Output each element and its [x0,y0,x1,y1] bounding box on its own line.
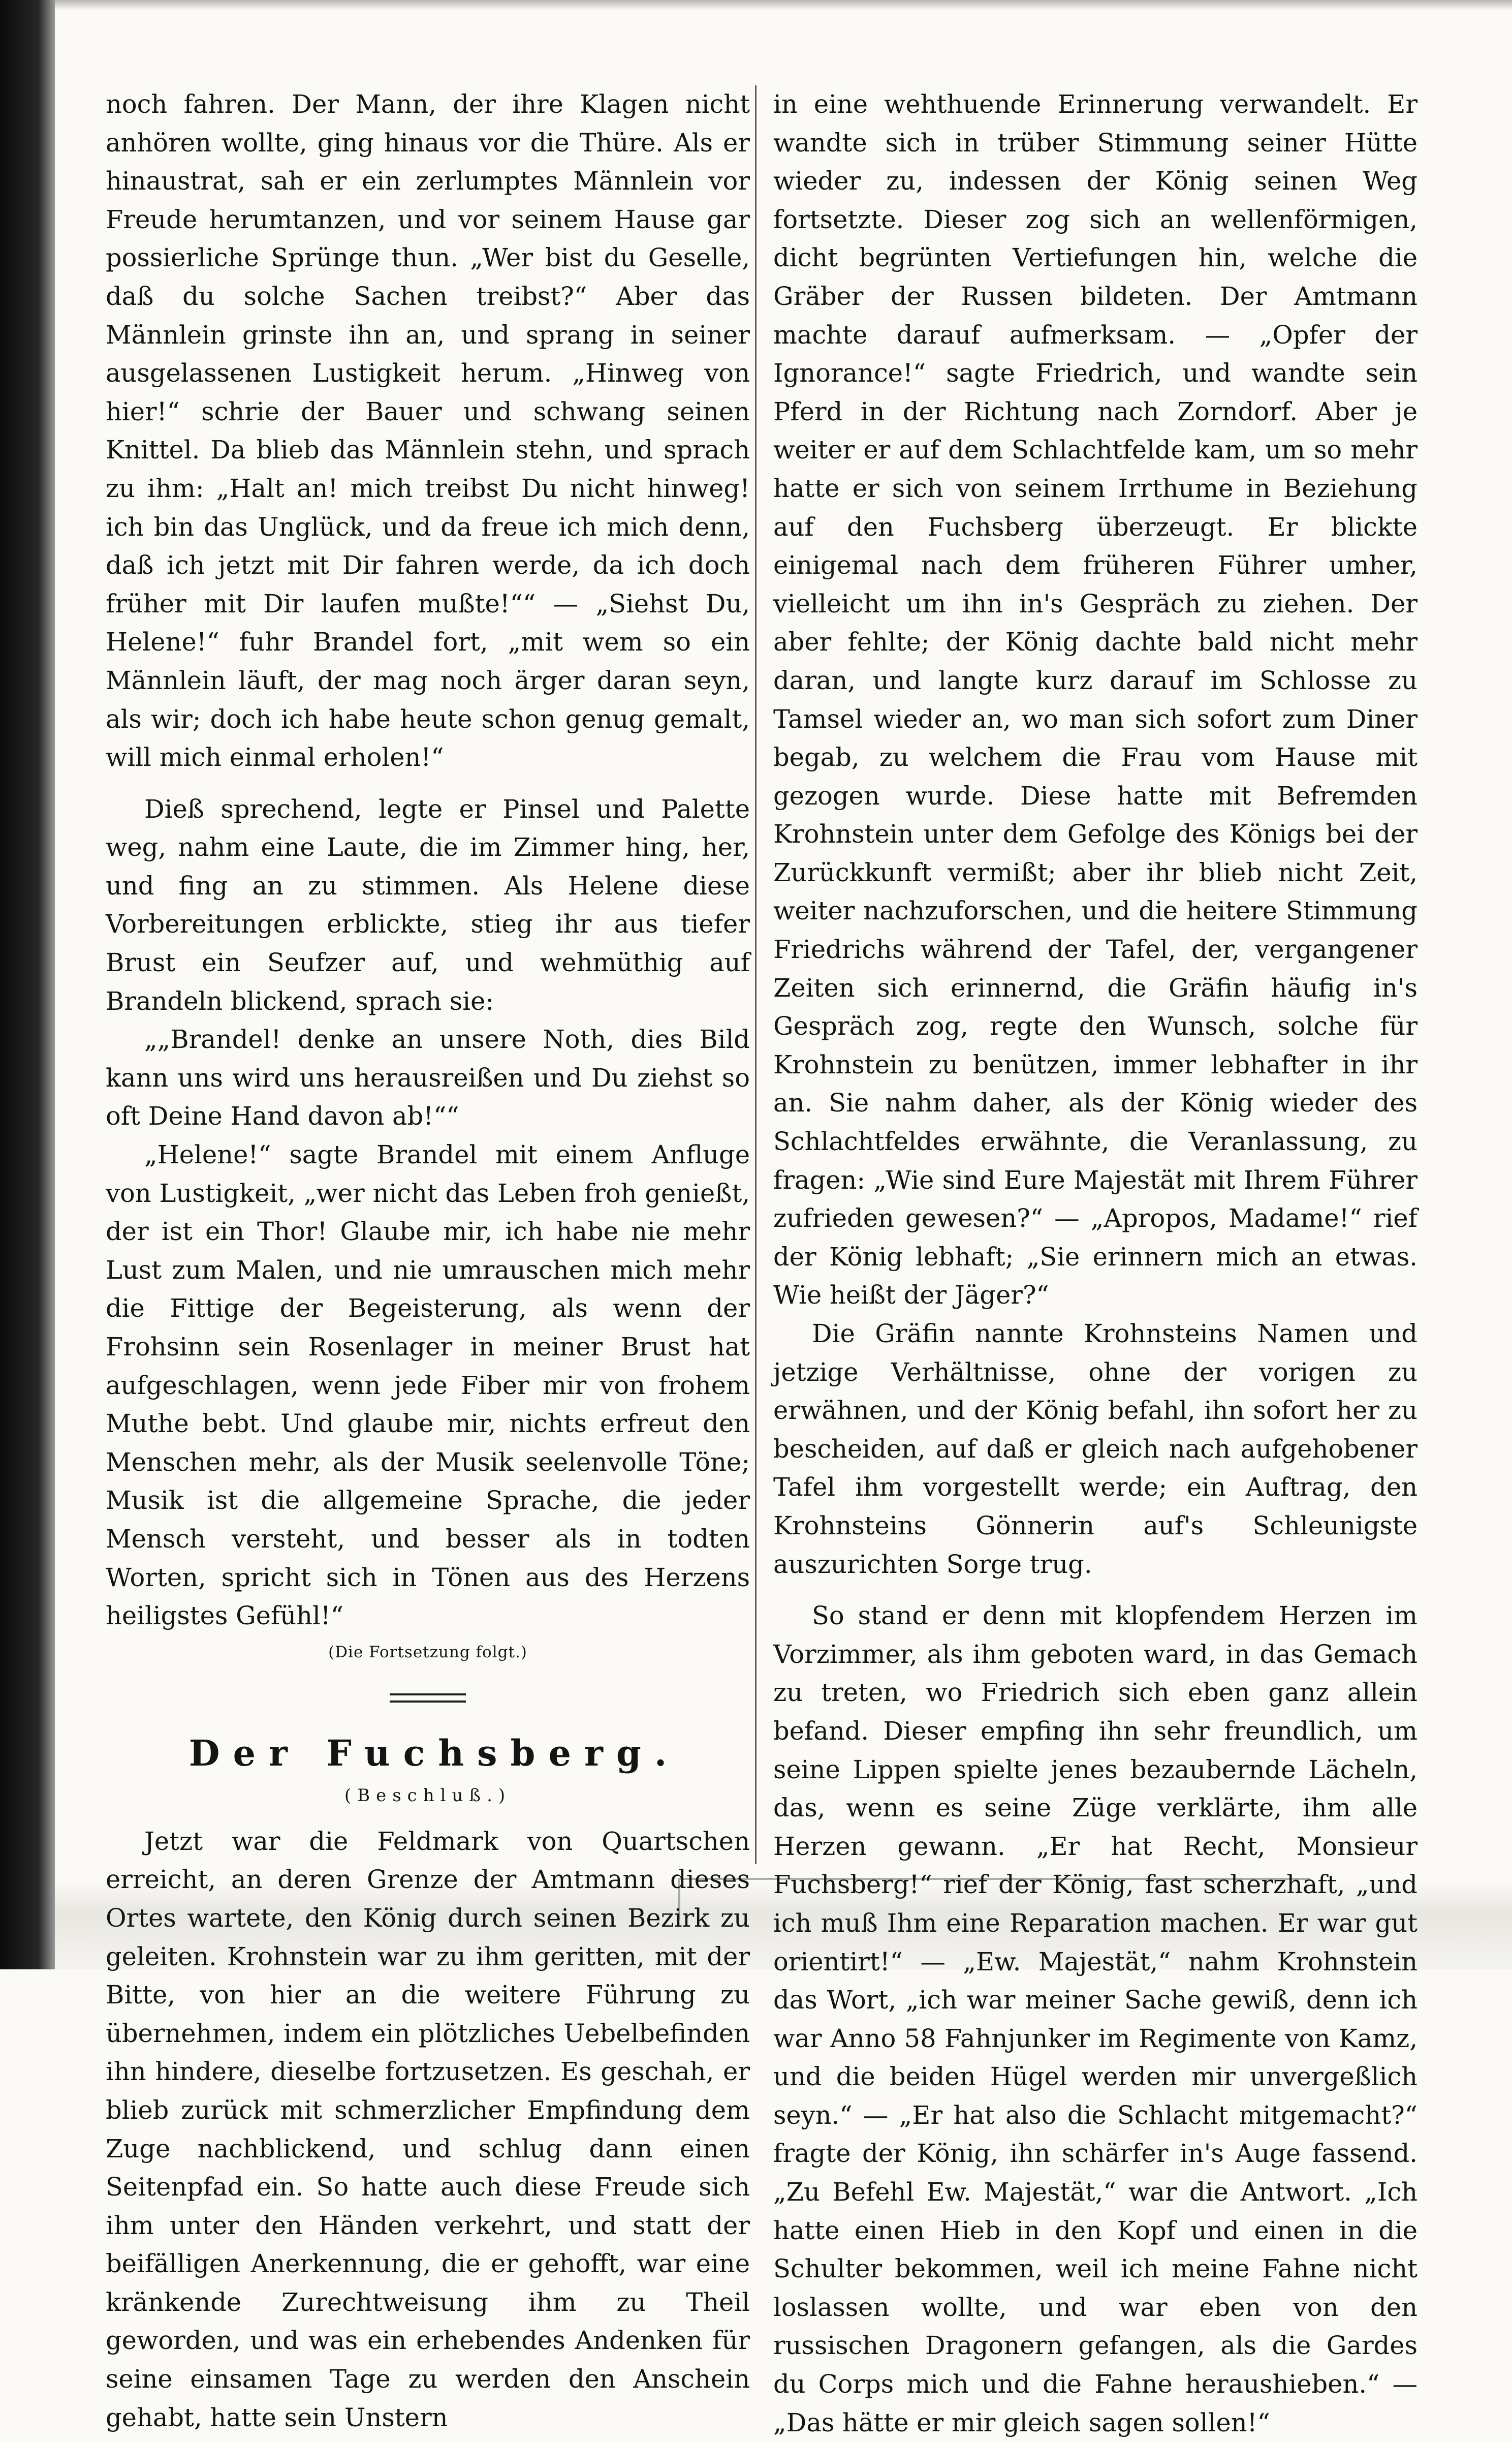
story-paragraph-1: noch fahren. Der Mann, der ihre Klagen nicht anhören wollte, ging hinaus vor die Thüre. Als er hinaustrat, sah er ein zerlumptes Männlein vor Freude herumtanzen, und vor seinem Hause gar possierliche Sprünge thun. „Wer bist du Geselle, daß du solche Sachen treibst?“ Aber das Männlein grinste ihn an, und sprang in seiner ausgelassenen Lustigkeit herum. „Hinweg von hier!“ schrie der Bauer und schwang seinen Knittel. Da blieb das Männlein stehn, und sprach zu ihm: „Halt an! mich treibst Du nicht hinweg! ich bin das Unglück, und da freue ich mich denn, daß ich jetzt mit Dir fahren werde, da ich doch früher mit Dir laufen mußte!““ — „Siehst Du, Helene!“ fuhr Brandel fort, „mit wem so ein Männlein läuft, der mag noch ärger daran seyn, als wir; doch ich habe heute schon genug gemalt, will mich einmal erholen!“ [106,89,750,772]
column-rule [755,85,757,1864]
left-column [106,85,750,2432]
paragraph-gap [773,1584,1418,1597]
right-column [773,85,1418,2437]
article-title: Der Fuchsberg. [188,1732,680,1774]
article-subtitle: (Beschluß.) [344,1785,512,1806]
continuation-note: (Die Fortsetzung folgt.) [328,1643,527,1661]
article-paragraph-3: Die Gräfin nannte Krohnsteins Namen und jetzige Verhältnisse, ohne der vorigen zu erwähnen, und der König befahl, ihn sofort her zu bescheiden, auf daß er gleich nach aufgehobener Tafel ihm vorgestellt werde; ein Auftrag, den Krohnsteins Gönnerin auf's Schleunigste auszurichten Sorge trug. [773,1319,1418,1579]
story-paragraph-2: Dieß sprechend, legte er Pinsel und Palette weg, nahm eine Laute, die im Zimmer hing, her, und fing an zu stimmen. Als Helene diese Vorbereitungen erblickte, stieg ihr aus tiefer Brust ein Seufzer auf, und wehmüthig auf Brandeln blickend, sprach sie: [106,794,750,1016]
article-paragraph-2: in eine wehthuende Erinnerung verwandelt. Er wandte sich in trüber Stimmung seiner Hütte wieder zu, indessen der König seinen Weg fortsetzte. Dieser zog sich an wellenförmigen, dicht begrünten Vertiefungen hin, welche die Gräber der Russen bildeten. Der Amtmann machte darauf aufmerksam. — „Opfer der Ignorance!“ sagte Friedrich, und wandte sein Pferd in der Richtung nach Zorndorf. Aber je weiter er auf dem Schlachtfelde kam, um so mehr hatte er sich von seinem Irrthume in Beziehung auf den Fuchsberg überzeugt. Er blickte einigemal nach dem früheren Führer umher, vielleicht um ihn in's Gespräch zu ziehen. Der aber fehlte; der König dachte bald nicht mehr daran, und langte kurz darauf im Schlosse zu Tamsel wieder an, wo man sich sofort zum Diner begab, zu welchem die Frau vom Hause mit gezogen wurde. Diese hatte mit Befremden Krohnstein unter dem Gefolge des Königs bei der Zurückkunft vermißt; aber ihr blieb nicht Zeit, weiter nachzuforschen, und die heitere Stimmung Friedrichs während der Tafel, der, vergangener Zeiten sich erinnernd, die Gräfin häufig in's Gespräch zog, regte den Wunsch, solche für Krohnstein zu benützen, immer lebhafter in ihr an. Sie nahm daher, als der König wieder des Schlachtfeldes erwähnte, die Veranlassung, zu fragen: „Wie sind Eure Majestät mit Ihrem Führer zufrieden gewesen?“ — „Apropos, Madame!“ rief der König lebhaft; „Sie erinnern mich an etwas. Wie heißt der Jäger?“ [773,89,1418,1310]
story-paragraph-3: „„Brandel! denke an unsere Noth, dies Bild kann uns wird uns herausreißen und Du ziehst so oft Deine Hand davon ab!““ [106,1025,750,1131]
article-paragraph-4: So stand er denn mit klopfendem Herzen im Vorzimmer, als ihm geboten ward, in das Gemach zu treten, wo Friedrich sich eben ganz allein befand. Dieser empfing ihn sehr freundlich, um seine Lippen spielte jenes bezaubernde Lächeln, das, wenn es seine Züge verklärte, ihm alle Herzen gewann. „Er hat Recht, Monsieur Fuchsberg!“ rief der König, fast scherzhaft, „und ich muß Ihm eine Reparation machen. Er war gut orientirt!“ — „Ew. Majestät,“ nahm Krohnstein das Wort, „ich war meiner Sache gewiß, denn ich war Anno 58 Fahnjunker im Regimente von Kamz, und die beiden Hügel werden mir unvergeßlich seyn.“ — „Er hat also die Schlacht mitgemacht?“ fragte der König, ihn schärfer in's Auge fassend. „Zu Befehl Ew. Majestät,“ war die Antwort. „Ich hatte einen Hieb in den Kopf und einen in die Schulter bekommen, weil ich meine Fahne nicht loslassen wollte, und war eben von den russischen Dragonern gefangen, als die Gardes du Corps mich und die Fahne heraushieben.“ — „Das hätte er mir gleich sagen sollen!“ [773,1601,1418,2437]
scan-binding-edge [0,0,55,1969]
article-paragraph-1: Jetzt war die Feldmark von Quartschen erreicht, an deren Grenze der Amtmann dieses Ortes wartete, den König durch seinen Bezirk zu geleiten. Krohnstein war zu ihm geritten, mit der Bitte, von hier an die weitere Führung zu übernehmen, indem ein plötzliches Uebelbefinden ihn hindere, dieselbe fortzusetzen. Es geschah, er blieb zurück mit schmerzlicher Empfindung dem Zuge nachblickend, und schlug dann einen Seitenpfad ein. So hatte auch diese Freude sich ihm unter den Händen verkehrt, und statt der beifälligen Anerkennung, die er gehofft, war eine kränkende Zurechtweisung ihm zu Theil geworden, und was ein erhebendes Andenken für seine einsamen Tage zu werden den Anschein gehabt, hatte sein Unstern [106,1826,750,2432]
paragraph-gap [106,777,750,790]
section-divider [390,1693,466,1703]
scan-top-edge [55,0,1512,10]
story-paragraph-4: „Helene!“ sagte Brandel mit einem Anfluge von Lustigkeit, „wer nicht das Leben froh genießt, der ist ein Thor! Glaube mir, ich habe nie mehr Lust zum Malen, und nie umrauschen mich mehr die Fittige der Begeisterung, als wenn der Frohsinn sein Rosenlager in meiner Brust hat aufgeschlagen, wenn jede Fiber mir von frohem Muthe bebt. Und glaube mir, nichts erfreut den Menschen mehr, als der Musik seelenvolle Töne; Musik ist die allgemeine Sprache, die jeder Mensch versteht, und besser als in todten Worten, spricht sich in Tönen aus des Herzens heiligstes Gefühl!“ [106,1140,750,1631]
